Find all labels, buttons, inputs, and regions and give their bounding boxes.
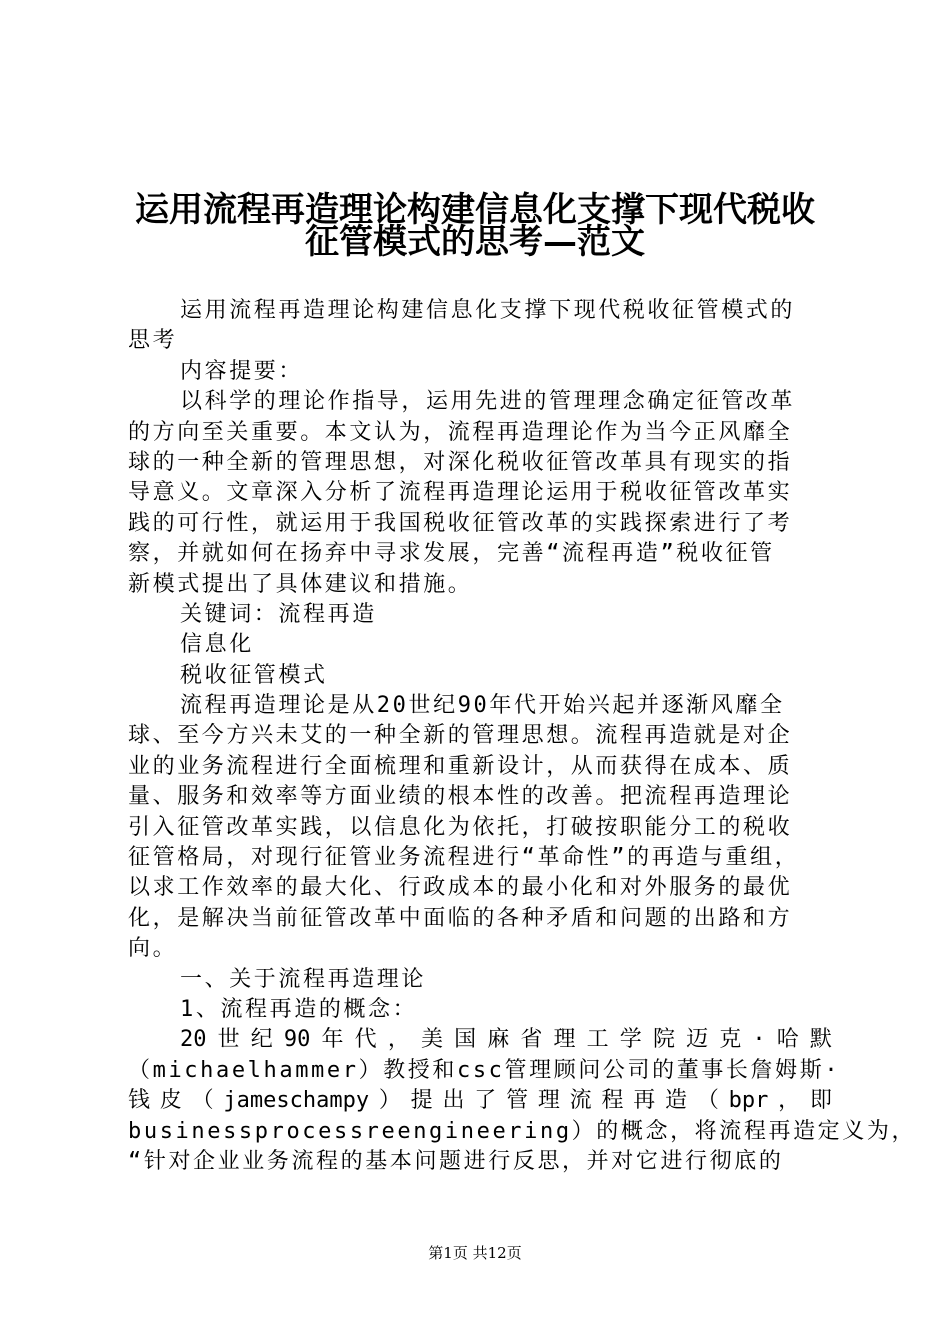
- body-line: 量、服务和效率等方面业绩的根本性的改善。把流程再造理论: [128, 784, 793, 810]
- body-line: 信息化: [180, 632, 254, 658]
- body-line: 运用流程再造理论构建信息化支撑下现代税收征管模式的: [180, 298, 796, 323]
- body-line: 新模式提出了具体建议和措施。: [128, 571, 473, 597]
- body-line: 税收征管模式: [180, 662, 328, 688]
- body-line: （michaelhammer）教授和csc管理顾问公司的董事长詹姆斯·: [128, 1057, 841, 1083]
- body-line: 以求工作效率的最大化、行政成本的最小化和对外服务的最优: [128, 875, 793, 901]
- body-line: 流程再造理论是从20世纪90年代开始兴起并逐渐风靡全: [180, 693, 785, 719]
- body-line: 践的可行性，就运用于我国税收征管改革的实践探索进行了考: [128, 510, 793, 536]
- body-line: 一、关于流程再造理论: [180, 966, 427, 992]
- document-title-line-2: 征管模式的思考—范文: [305, 222, 645, 262]
- document-title-line-1: 运用流程再造理论构建信息化支撑下现代税收: [135, 190, 815, 230]
- body-line: 的方向至关重要。本文认为，流程再造理论作为当今正风靡全: [128, 419, 793, 445]
- body-line: 球的一种全新的管理思想，对深化税收征管改革具有现实的指: [128, 449, 793, 475]
- body-line: 以科学的理论作指导，运用先进的管理理念确定征管改革: [180, 389, 796, 415]
- body-line: 关键词：流程再造: [180, 601, 377, 627]
- body-line: 察，并就如何在扬弃中寻求发展，完善“流程再造”税收征管: [128, 541, 775, 567]
- body-line: 钱 皮 （ jameschampy ） 提 出 了 管 理 流 程 再 造 （ bpr ， 即: [128, 1088, 832, 1114]
- page-footer: 第1页 共12页: [428, 1244, 522, 1262]
- document-body: [128, 296, 917, 1177]
- body-line: 向。: [128, 936, 178, 962]
- body-line: 引入征管改革实践，以信息化为依托，打破按职能分工的税收: [128, 814, 793, 840]
- body-line: businessprocessreengineering）的概念，将流程再造定义为，: [128, 1118, 917, 1144]
- body-line: 20 世 纪 90 年 代 ， 美 国 麻 省 理 工 学 院 迈 克 · 哈 默: [180, 1027, 832, 1053]
- body-line: 内容提要：: [180, 358, 304, 384]
- body-line: 业的业务流程进行全面梳理和重新设计，从而获得在成本、质: [128, 753, 793, 779]
- body-line: 化，是解决当前征管改革中面临的各种矛盾和问题的出路和方: [128, 905, 793, 931]
- body-line: 1、流程再造的概念：: [180, 996, 418, 1022]
- body-line: 思考: [128, 328, 178, 354]
- body-line: 球、至今方兴未艾的一种全新的管理思想。流程再造就是对企: [128, 723, 793, 749]
- body-line: 征管格局，对现行征管业务流程进行“革命性”的再造与重组，: [128, 845, 800, 871]
- body-line: “针对企业业务流程的基本问题进行反思，并对它进行彻底的: [128, 1148, 784, 1174]
- body-line: 导意义。文章深入分析了流程再造理论运用于税收征管改革实: [128, 480, 793, 506]
